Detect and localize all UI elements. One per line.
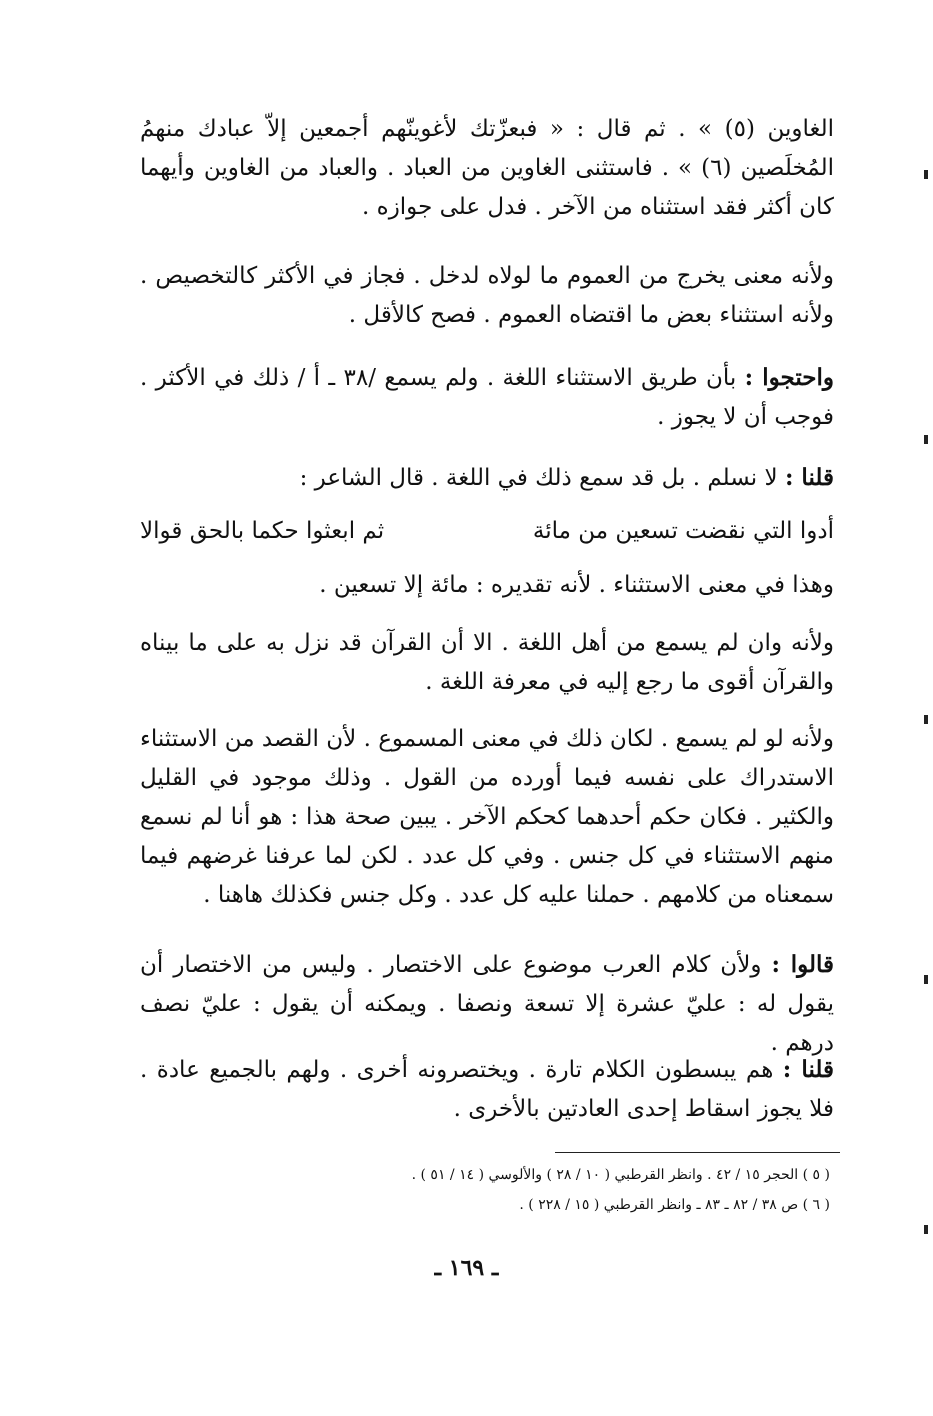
verse-hemistich-2: ثم ابعثوا حكما بالحق قوالا (140, 518, 385, 544)
paragraph-9 (140, 1050, 834, 1129)
footnote-5: ( ٥ ) الحجر ١٥ / ٤٢ . وانظر القرطبي ( ١٠ / ٢٨ ) والألوسي ( ١٤ / ٥١ ) . (411, 1167, 830, 1183)
paragraph-5: وهذا في معنى الاستثناء . لأنه تقديره : مائة إلا تسعين . (319, 572, 834, 598)
binding-mark (924, 975, 928, 984)
paragraph-3-text: بأن طريق الاستثناء اللغة . ولم يسمع /٣٨ ـ أ / ذلك في الأكثر . فوجب أن لا يجوز . (140, 365, 834, 430)
binding-mark (924, 435, 928, 444)
paragraph-8 (140, 945, 834, 1063)
verse-hemistich-1: أدوا التي نقضت تسعين من مائة (532, 518, 834, 544)
footnote-separator (555, 1152, 840, 1153)
paragraph-1: الغاوين (٥) » . ثم قال : « فبعزّتك لأغوينّهم أجمعين إلاّ عبادك منهمُ المُخلَصين (٦) » . فاستثنى الغاوين من العباد . والعباد من الغاوين وأيهما كان أكثر فقد استثناه من الآخر . فدل على جوازه . (140, 116, 834, 220)
keyword-ihtajju: واحتجوا : (744, 364, 834, 391)
binding-mark (924, 715, 928, 724)
paragraph-9-text: هم يبسطون الكلام تارة . ويختصرونه أخرى . ولهم بالجميع عادة . فلا يجوز اسقاط إحدى العادتين بالأخرى . (140, 1057, 834, 1122)
paragraph-2: ولأنه معنى يخرج من العموم ما لولاه لدخل . فجاز في الأكثر كالتخصيص . ولأنه استثناء بعض ما اقتضاه العموم . فصح كالأقل . (140, 263, 834, 328)
footnote-6: ( ٦ ) ص ٣٨ / ٨٢ ـ ٨٣ ـ وانظر القرطبي ( ١٥ / ٢٢٨ ) . (519, 1197, 830, 1213)
poetry-verse (140, 512, 834, 551)
binding-mark (924, 1225, 928, 1234)
paragraph-8-text: ولأن كلام العرب موضوع على الاختصار . وليس من الاختصار أن يقول له : عليّ عشرة إلا تسعة ونصفا . ويمكنه أن يقول : عليّ نصف درهم . (140, 952, 834, 1056)
paragraph-3 (140, 358, 834, 437)
keyword-qulna: قلنا : (784, 464, 834, 491)
paragraph-7: ولأنه لو لم يسمع . لكان ذلك في معنى المسموع . لأن القصد من الاستثناء الاستدراك على نفسه فيما أورده من القول . وذلك موجود في القليل والكثير . فكان حكم أحدهما كحكم الآخر . يبين صحة هذا : هو أنا لم نسمع منهم الاستثناء في كل جنس . وفي كل عدد . لكن لما عرفنا غرضهم فيما سمعناه من كلامهم . حملنا عليه كل عدد . وكل جنس فكذلك هاهنا . (140, 726, 835, 908)
keyword-qulna-2: قلنا : (782, 1056, 834, 1083)
binding-mark (924, 170, 928, 179)
page-number: ـ ١٦٩ ـ (434, 1255, 499, 1281)
paragraph-4 (140, 458, 834, 498)
paragraph-6: ولأنه وان لم يسمع من أهل اللغة . الا أن القرآن قد نزل به على ما بيناه والقرآن أقوى ما رجع إليه في معرفة اللغة . (140, 630, 834, 695)
paragraph-4-text: لا نسلم . بل قد سمع ذلك في اللغة . قال الشاعر : (299, 465, 785, 491)
keyword-qalu: قالوا : (771, 951, 834, 978)
